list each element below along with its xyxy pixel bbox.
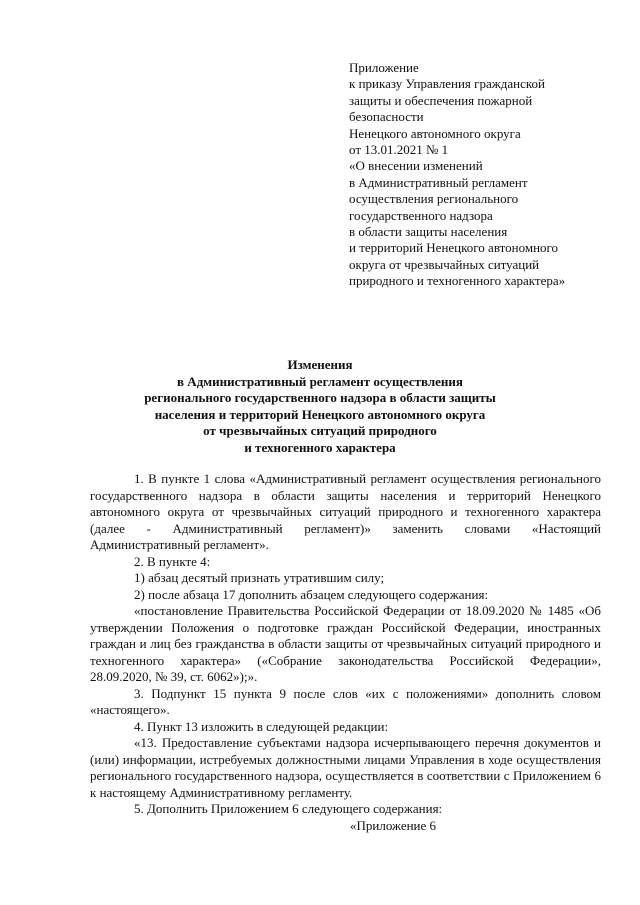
paragraph-6: 3. Подпункт 15 пункта 9 после слов «их с положениями» дополнить словом «настоящего». xyxy=(90,685,601,717)
appendix-line: от 13.01.2021 № 1 xyxy=(349,142,449,158)
appendix-line: государственного надзора xyxy=(349,207,493,223)
appendix-line: в Административный регламент xyxy=(349,174,528,190)
title-line: регионального государственного надзора в области защиты xyxy=(144,390,496,405)
title-line: населения и территорий Ненецкого автономного округа xyxy=(154,406,486,422)
appendix-line: природного и техногенного характера» xyxy=(349,273,566,289)
appendix-line: округа от чрезвычайных ситуаций xyxy=(349,256,540,272)
title-line: в Административный регламент осуществления xyxy=(177,373,463,389)
paragraph-2: 2. В пункте 4: xyxy=(134,553,211,569)
appendix-line: и территорий Ненецкого автономного xyxy=(349,240,559,256)
appendix-line: осуществления регионального xyxy=(349,191,519,207)
appendix-line: безопасности xyxy=(349,109,424,125)
appendix-header xyxy=(349,60,609,290)
paragraph-4: 2) после абзаца 17 дополнить абзацем следующего содержания: xyxy=(134,586,489,602)
title-line: Изменения xyxy=(287,357,353,372)
document-title xyxy=(60,357,580,456)
appendix-line: в области защиты населения xyxy=(349,224,508,240)
appendix-line: Приложение xyxy=(349,60,419,75)
paragraph-1: 1. В пункте 1 слова «Административный регламент осуществления регионального государственного надзора в области защиты населения и территорий Ненецкого автономного округа от чрезвычайных ситуаций природного и техногенного характера (далее - Административный регламент)» заменить словами «Настоящий Административный регламент». xyxy=(90,471,601,552)
paragraph-5: «постановление Правительства Российской Федерации от 18.09.2020 № 1485 «Об утверждении Положения о подготовке граждан Российской Федерации, иностранных граждан и лиц без гражданства в области защиты от чрезвычайных ситуаций природного и техногенного характера» («Собрание законодательства Российской Федерации», 28.09.2020, № 39, ст. 6062»);». xyxy=(90,603,601,684)
appendix-line: Ненецкого автономного округа xyxy=(349,125,521,141)
appendix-line: «О внесении изменений xyxy=(349,158,483,174)
document-body xyxy=(90,471,601,834)
appendix-line: защиты и обеспечения пожарной xyxy=(349,92,533,108)
closing-appendix-label: «Приложение 6 xyxy=(350,817,437,833)
paragraph-3: 1) абзац десятый признать утратившим силу; xyxy=(134,570,385,585)
title-line: от чрезвычайных ситуаций природного xyxy=(203,423,437,438)
paragraph-9: 5. Дополнить Приложением 6 следующего содержания: xyxy=(134,801,443,816)
title-line: и техногенного характера xyxy=(244,439,396,455)
paragraph-7: 4. Пункт 13 изложить в следующей редакции: xyxy=(134,718,389,734)
appendix-line: к приказу Управления гражданской xyxy=(349,76,545,92)
paragraph-8: «13. Предоставление субъектами надзора исчерпывающего перечня документов и (или) информации, истребуемых должностными лицами Управления в ходе осуществления регионального государственного надзора, осуществляется в соответствии с Приложением 6 к настоящему Административному регламенту. xyxy=(90,735,601,800)
